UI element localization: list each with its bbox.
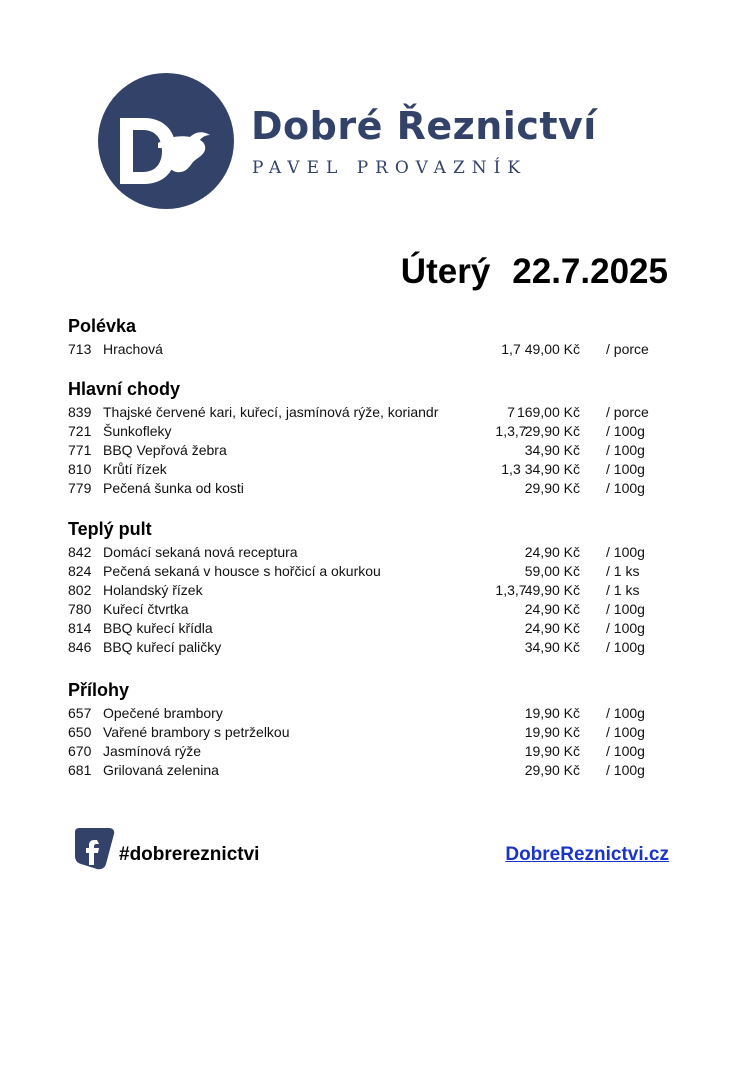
menu-section [68,676,672,780]
item-price: 29,90 Kč [524,480,580,496]
date: 22.7.2025 [512,252,668,291]
item-code: 802 [68,582,92,598]
hashtag: #dobrereznictvi [119,844,260,865]
item-name: Holandský řízek [103,582,203,598]
brand-subtitle: PAVEL PROVAZNÍK [252,158,528,178]
allergen-codes: 1,3 [501,461,521,477]
item-code: 681 [68,762,92,778]
item-name: Pečená sekaná v housce s hořčicí a okurkou [103,563,381,579]
item-code: 771 [68,442,92,458]
menu-item [68,562,672,581]
section-title: Polévka [68,316,137,336]
item-code: 670 [68,743,92,759]
item-code: 657 [68,705,92,721]
item-code: 721 [68,423,92,439]
menu-item [68,422,672,441]
section-title: Teplý pult [68,519,152,539]
item-name: Pečená šunka od kosti [103,480,244,496]
menu-item [68,619,672,638]
item-price: 34,90 Kč [524,442,580,458]
item-name: Thajské červené kari, kuřecí, jasmínová rýže, koriandr [103,404,439,420]
item-unit: / 100g [606,423,645,439]
item-name: Hrachová [103,341,163,357]
menu-section [68,515,672,657]
menu-item [68,581,672,600]
menu-item [68,479,672,498]
item-name: Šunkofleky [103,423,172,439]
item-name: Vařené brambory s petrželkou [103,724,290,740]
item-unit: / 100g [606,762,645,778]
item-price: 19,90 Kč [524,743,580,759]
item-name: Domácí sekaná nová receptura [103,544,298,560]
menu-item [68,742,672,761]
item-price: 34,90 Kč [524,461,580,477]
brand-logo [98,73,234,209]
item-price: 29,90 Kč [524,762,580,778]
menu-item [68,543,672,562]
item-name: Kuřecí čtvrtka [103,601,189,617]
item-code: 779 [68,480,92,496]
menu-section [68,312,672,359]
allergen-codes: 1,3,7 [495,423,527,439]
page-title [401,252,668,292]
item-unit: / 100g [606,743,645,759]
item-unit: / porce [606,404,649,420]
allergen-codes: 7 [507,404,515,420]
daily-menu [68,312,672,780]
item-code: 824 [68,563,92,579]
item-price: 49,00 Kč [524,341,580,357]
item-unit: / 100g [606,480,645,496]
menu-item [68,600,672,619]
item-unit: / 1 ks [606,563,640,579]
menu-section [68,375,672,498]
menu-item [68,460,672,479]
item-name: Opečené brambory [103,705,223,721]
item-unit: / 100g [606,544,645,560]
section-title: Hlavní chody [68,379,181,399]
facebook-icon[interactable] [71,826,117,872]
item-price: 19,90 Kč [524,724,580,740]
item-unit: / 100g [606,620,645,636]
item-code: 846 [68,639,92,655]
item-code: 713 [68,341,92,357]
item-price: 49,90 Kč [524,582,580,598]
item-price: 24,90 Kč [524,601,580,617]
item-unit: / 100g [606,442,645,458]
menu-item [68,761,672,780]
item-code: 839 [68,404,92,420]
item-price: 19,90 Kč [524,705,580,721]
item-name: Grilovaná zelenina [103,762,219,778]
item-unit: / 100g [606,601,645,617]
item-price: 34,90 Kč [524,639,580,655]
item-code: 810 [68,461,92,477]
item-code: 842 [68,544,92,560]
item-name: BBQ kuřecí paličky [103,639,222,655]
item-name: BBQ kuřecí křídla [103,620,213,636]
item-price: 169,00 Kč [516,404,580,420]
item-unit: / 100g [606,461,645,477]
section-title: Přílohy [68,680,130,700]
item-price: 24,90 Kč [524,620,580,636]
item-code: 650 [68,724,92,740]
item-name: Jasmínová rýže [103,743,202,759]
item-price: 59,00 Kč [524,563,580,579]
item-unit: / porce [606,341,649,357]
weekday: Úterý [400,252,491,291]
bull-head-icon [98,73,234,209]
menu-item [68,638,672,657]
menu-item [68,441,672,460]
item-unit: / 100g [606,724,645,740]
menu-item [68,403,672,422]
website-link[interactable]: DobreReznictvi.cz [505,844,669,865]
item-name: BBQ Vepřová žebra [103,442,227,458]
item-code: 814 [68,620,92,636]
allergen-codes: 1,3,7 [495,582,527,598]
item-unit: / 100g [606,639,645,655]
item-unit: / 1 ks [606,582,640,598]
item-price: 24,90 Kč [524,544,580,560]
menu-item [68,704,672,723]
menu-item [68,723,672,742]
item-code: 780 [68,601,92,617]
item-price: 29,90 Kč [524,423,580,439]
allergen-codes: 1,7 [501,341,521,357]
brand-name: Dobré Řeznictví [251,104,597,148]
item-name: Krůtí řízek [103,461,167,477]
item-unit: / 100g [606,705,645,721]
menu-item [68,340,672,359]
